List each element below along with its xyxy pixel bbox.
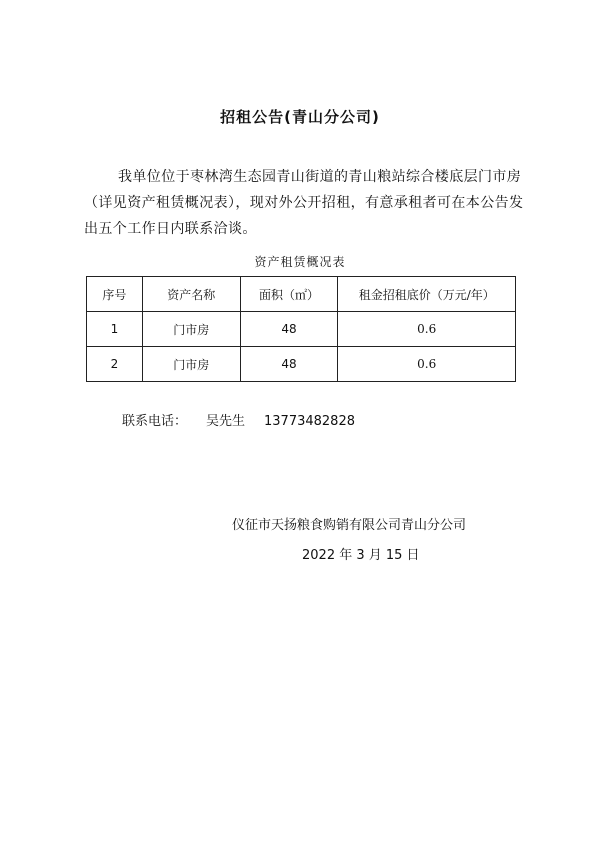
row-area: 48 (240, 312, 338, 347)
row-index: 1 (87, 312, 143, 347)
row-area: 48 (240, 347, 338, 382)
header-cell-area: 面积（㎡） (240, 277, 338, 312)
table-row (87, 347, 516, 382)
contact-line (122, 410, 355, 429)
contact-phone: 13773482828 (264, 414, 355, 429)
table-header-row (87, 277, 516, 312)
row-index: 2 (87, 347, 143, 382)
contact-name: 吴先生 (206, 414, 246, 429)
table-row (87, 312, 516, 347)
issue-date: 2022 年 3 月 15 日 (302, 548, 420, 563)
header-cell-index: 序号 (87, 277, 143, 312)
row-base-rent: 0.6 (338, 347, 516, 382)
header-cell-base-rent: 租金招租底价（万元/年） (338, 277, 516, 312)
intro-paragraph: 我单位位于枣林湾生态园青山街道的青山粮站综合楼底层门市房（详见资产租赁概况表），现对外公开招租，有意承租者可在本公告发出五个工作日内联系洽谈。 (84, 169, 524, 237)
row-asset-name: 门市房 (142, 347, 240, 382)
asset-lease-table (86, 276, 516, 382)
issuer-name: 仪征市天扬粮食购销有限公司青山分公司 (232, 518, 467, 533)
row-asset-name: 门市房 (142, 312, 240, 347)
page-title: 招租公告(青山分公司) (220, 108, 380, 126)
table-caption: 资产租赁概况表 (254, 255, 346, 269)
row-base-rent: 0.6 (338, 312, 516, 347)
contact-label: 联系电话： (122, 414, 188, 429)
header-cell-asset-name: 资产名称 (142, 277, 240, 312)
